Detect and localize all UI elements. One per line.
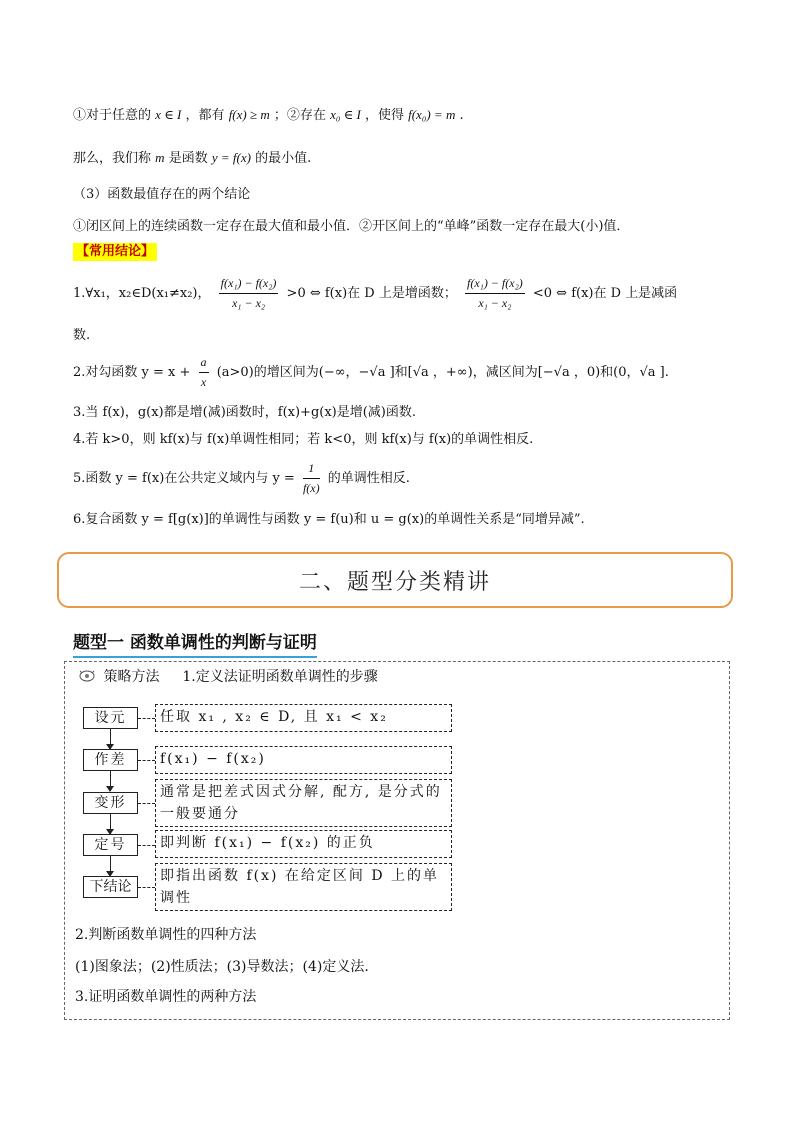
conclusion-item-1	[73, 271, 677, 317]
section3-text: ①闭区间上的连续函数一定存在最大值和最小值．②开区间上的“单峰”函数一定存在最大(小)值．	[73, 219, 630, 234]
step-box-3: 变形	[83, 792, 138, 814]
item2-prefix: 2.对勾函数 y = x +	[73, 365, 191, 380]
arrow-1-2	[110, 729, 111, 749]
min-condition-line	[73, 106, 464, 125]
step-box-5: 下结论	[83, 876, 138, 898]
point2-text: (1)图象法；(2)性质法；(3)导数法；(4)定义法.	[75, 959, 369, 975]
cond2-prefix: ；②存在	[273, 108, 326, 123]
item1-fraction-2	[465, 276, 525, 311]
item1-frac-num: f(x₁) − f(x₂)	[219, 276, 279, 294]
item1-prefix: 1.∀x₁，x₂∈D(x₁≠x₂)，	[73, 286, 211, 301]
item1-frac-den: x₁ − x₂	[231, 296, 266, 310]
conclusion-item-4: 4.若 k>0，则 kf(x)与 f(x)单调性相同；若 k<0，则 kf(x)与 f(x)的单调性相反.	[73, 432, 534, 447]
strategy-box	[64, 661, 730, 1020]
cond1-prefix: ①对于任意的	[73, 108, 152, 123]
conclusion-item-5	[73, 456, 410, 502]
step-box-1: 设元	[83, 707, 138, 729]
question-type-heading: 题型一 函数单调性的判断与证明	[73, 628, 317, 658]
min-conclusion-line	[73, 149, 311, 168]
step-box-4: 定号	[83, 834, 138, 856]
item2-frac-den: x	[200, 375, 207, 389]
point3-title: 3.证明函数单调性的两种方法	[75, 989, 257, 1005]
strategy-heading: 1.定义法证明函数单调性的步骤	[182, 669, 378, 685]
strategy-header	[79, 668, 378, 686]
conclusion-item-3: 3.当 f(x)，g(x)都是增(减)函数时，f(x)+g(x)是增(减)函数.	[73, 405, 417, 420]
connector-1	[138, 718, 155, 719]
conclusion-m: m	[155, 150, 165, 165]
item1-frac2-num: f(x₁) − f(x₂)	[465, 276, 525, 294]
item2-text: (a>0)的增区间为(−∞，−√a ]和[√a ，+∞)，减区间为[−√a ，0)和(0，√a ].	[216, 365, 669, 380]
section-title-box	[57, 552, 733, 608]
item5-fraction	[303, 461, 320, 496]
arrow-2-3	[110, 771, 111, 791]
item5-end: 的单调性相反.	[327, 471, 410, 486]
arrow-4-5	[110, 856, 111, 876]
item5-frac-num: 1	[303, 461, 320, 479]
item2-fraction	[199, 355, 209, 390]
conclusion-mid: 是函数	[168, 151, 208, 166]
item1-fraction	[219, 276, 279, 311]
point2-title: 2.判断函数单调性的四种方法	[75, 927, 257, 943]
connector-3	[138, 803, 155, 804]
step-desc-5: 即指出函数 f(x) 在给定区间 D 上的单调性	[155, 863, 452, 911]
connector-2	[138, 760, 155, 761]
conclusion-item-2	[73, 352, 669, 394]
step-desc-1: 任取 x₁ , x₂ ∈ D, 且 x₁ < x₂	[155, 704, 452, 732]
cond2-mid: ，使得	[364, 108, 404, 123]
cond2-equation: f(x₀) = m	[408, 107, 456, 122]
arrow-3-4	[110, 814, 111, 834]
connector-4	[138, 845, 155, 846]
cond1-math: x ∈ I	[155, 107, 182, 122]
item1-mid: >0 ⇔ f(x)在 D 上是增函数；	[286, 286, 457, 301]
cond1-inequality: f(x) ≥ m	[228, 107, 270, 122]
step-desc-4: 即判断 f(x₁) − f(x₂) 的正负	[155, 830, 452, 858]
section3-title: （3）函数最值存在的两个结论	[73, 187, 251, 202]
cond1-mid: ，都有	[185, 108, 225, 123]
strategy-bulb-icon	[79, 669, 95, 683]
strategy-label: 策略方法	[103, 669, 160, 685]
conclusion-end: 的最小值.	[255, 151, 312, 166]
conclusion-func: y = f(x)	[211, 150, 251, 165]
section-title: 二、题型分类精讲	[298, 569, 491, 595]
connector-5	[138, 887, 155, 888]
cond2-math: x₀ ∈ I	[330, 107, 361, 122]
conclusion-prefix: 那么，我们称	[73, 151, 152, 166]
cond2-end: .	[459, 108, 464, 123]
item1-end: <0 ⇔ f(x)在 D 上是减函	[532, 286, 678, 301]
item1-frac2-den: x₁ − x₂	[478, 296, 512, 310]
step-box-2: 作差	[83, 749, 138, 771]
conclusion-item-6: 6.复合函数 y = f[g(x)]的单调性与函数 y = f(u)和 u = g(x)的单调性关系是“同增异减”.	[73, 512, 585, 527]
step-desc-3: 通常是把差式因式分解, 配方, 是分式的一般要通分	[155, 779, 452, 827]
common-conclusions-tag: 【常用结论】	[73, 243, 157, 261]
step-desc-2: f(x₁) − f(x₂)	[155, 746, 452, 774]
item5-prefix: 5.函数 y = f(x)在公共定义域内与 y =	[73, 471, 295, 486]
item5-frac-den: f(x)	[302, 481, 320, 495]
item1-continuation: 数.	[73, 328, 91, 343]
item2-frac-num: a	[199, 355, 209, 373]
